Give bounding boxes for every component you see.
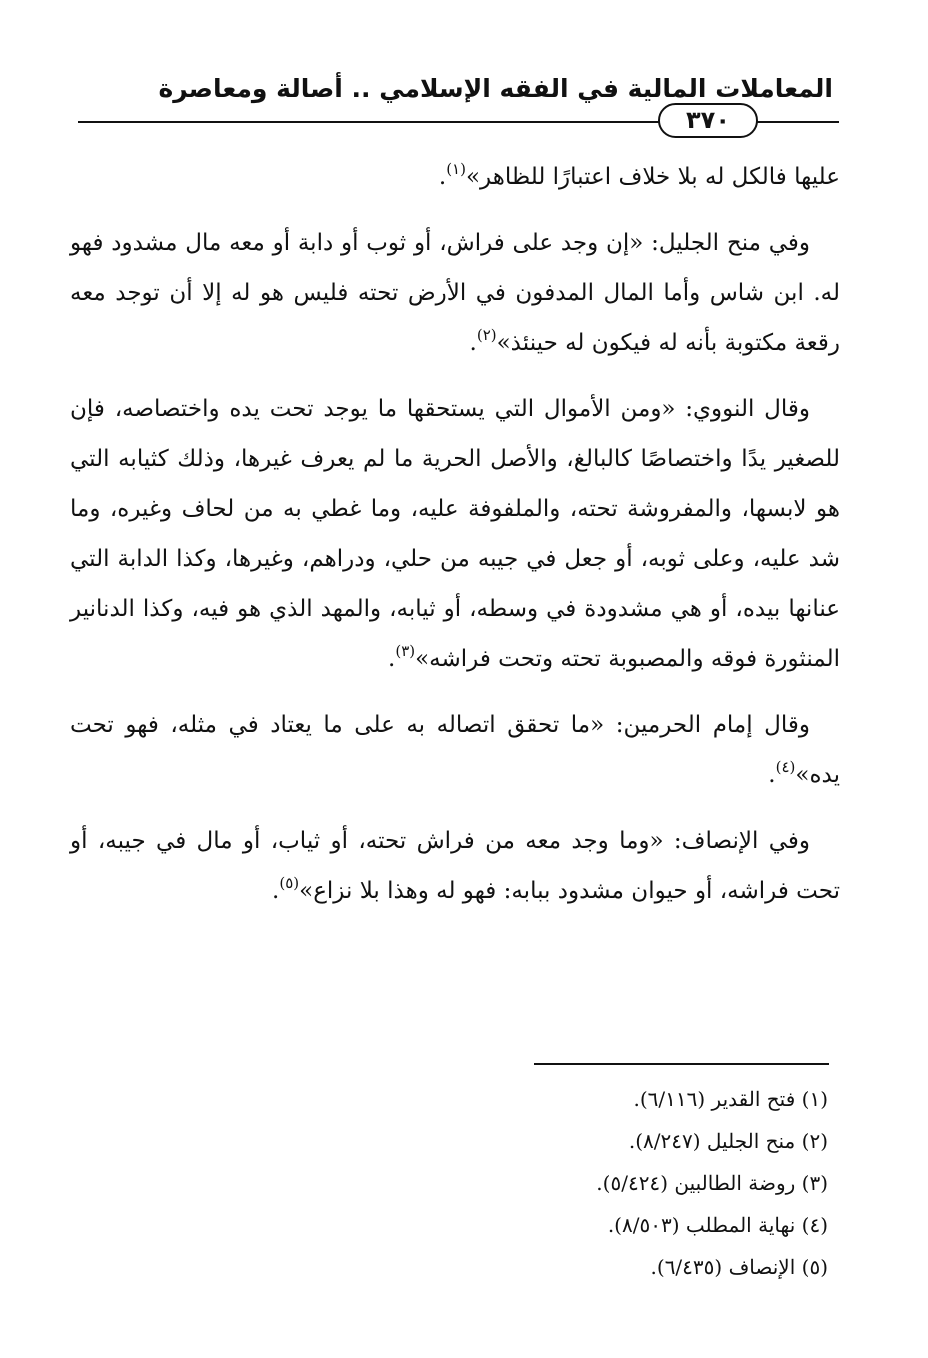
footnote: (٢) منح الجليل (٨/٢٤٧). [628, 1129, 828, 1153]
footnote: (٣) روضة الطالبين (٥/٤٢٤). [596, 1171, 828, 1195]
footnote-ref: (٢) [476, 326, 497, 344]
paragraph-end: . [469, 330, 477, 356]
paragraph-text: وقال النووي: «ومن الأموال التي يستحقها ما يوجد تحت يده واختصاصه، فإن للصغير يدًا واختصاصًا كالبالغ، والأصل الحرية ما لم يعرف غيرها، وذلك كثيابه التي هو لابسها، والمفروشة تحته، والملفوفة عليه، وما غطي به من لحاف وغيره، وما شد عليه، وعلى ثوبه، أو جعل في جيبه من حلي، ودراهم، وغيرها، وكذا الدابة التي عنانها بيده، أو هي مشدودة في وسطه، أو ثيابه، والمهد الذي هو فيه، وكذا الدنانير المنثورة فوقه والمصبوبة تحته وتحت فراشه» [70, 396, 840, 672]
footnotes [428, 1078, 828, 1288]
paragraph-end: . [388, 646, 396, 672]
paragraph [70, 816, 840, 916]
footnote-ref: (٥) [279, 874, 300, 892]
paragraph-text: وقال إمام الحرمين: «ما تحقق اتصاله به على ما يعتاد في مثله، فهو تحت يده» [70, 712, 840, 788]
footnote-ref: (١) [446, 160, 466, 178]
footnote: (١) فتح القدير (٦/١١٦). [633, 1087, 828, 1111]
footnote-ref: (٤) [775, 758, 796, 776]
paragraph-end: . [768, 762, 776, 788]
body-text [70, 152, 840, 932]
paragraph [70, 384, 840, 684]
page-number: ٣٧٠ [658, 103, 758, 138]
paragraph-end: . [272, 878, 280, 904]
paragraph-end: . [438, 164, 447, 190]
paragraph [70, 218, 840, 368]
running-header-title: المعاملات المالية في الفقه الإسلامي .. أصالة ومعاصرة [158, 74, 833, 103]
paragraph [70, 700, 840, 800]
footnote-ref: (٣) [395, 642, 416, 660]
paragraph [70, 152, 840, 202]
paragraph-text: عليها فالكل له بلا خلاف اعتبارًا للظاهر» [465, 164, 840, 190]
paragraph-text: وفي منح الجليل: «إن وجد على فراش، أو ثوب أو دابة أو معه مال مشدود فهو له. ابن شاس وأما المال المدفون في الأرض تحته فليس هو له إلا أن توجد معه رقعة مكتوبة بأنه له فيكون له حينئذ» [70, 230, 840, 356]
footnote-separator [534, 1063, 829, 1065]
paragraph-text: وفي الإنصاف: «وما وجد معه من فراش تحته، أو ثياب، أو مال في جيبه، أو تحت فراشه، أو حيوان مشدود ببابه: فهو له وهذا بلا نزاع» [70, 828, 840, 904]
footnote: (٥) الإنصاف (٦/٤٣٥). [650, 1255, 828, 1279]
footnote: (٤) نهاية المطلب (٨/٥٠٣). [607, 1213, 828, 1237]
